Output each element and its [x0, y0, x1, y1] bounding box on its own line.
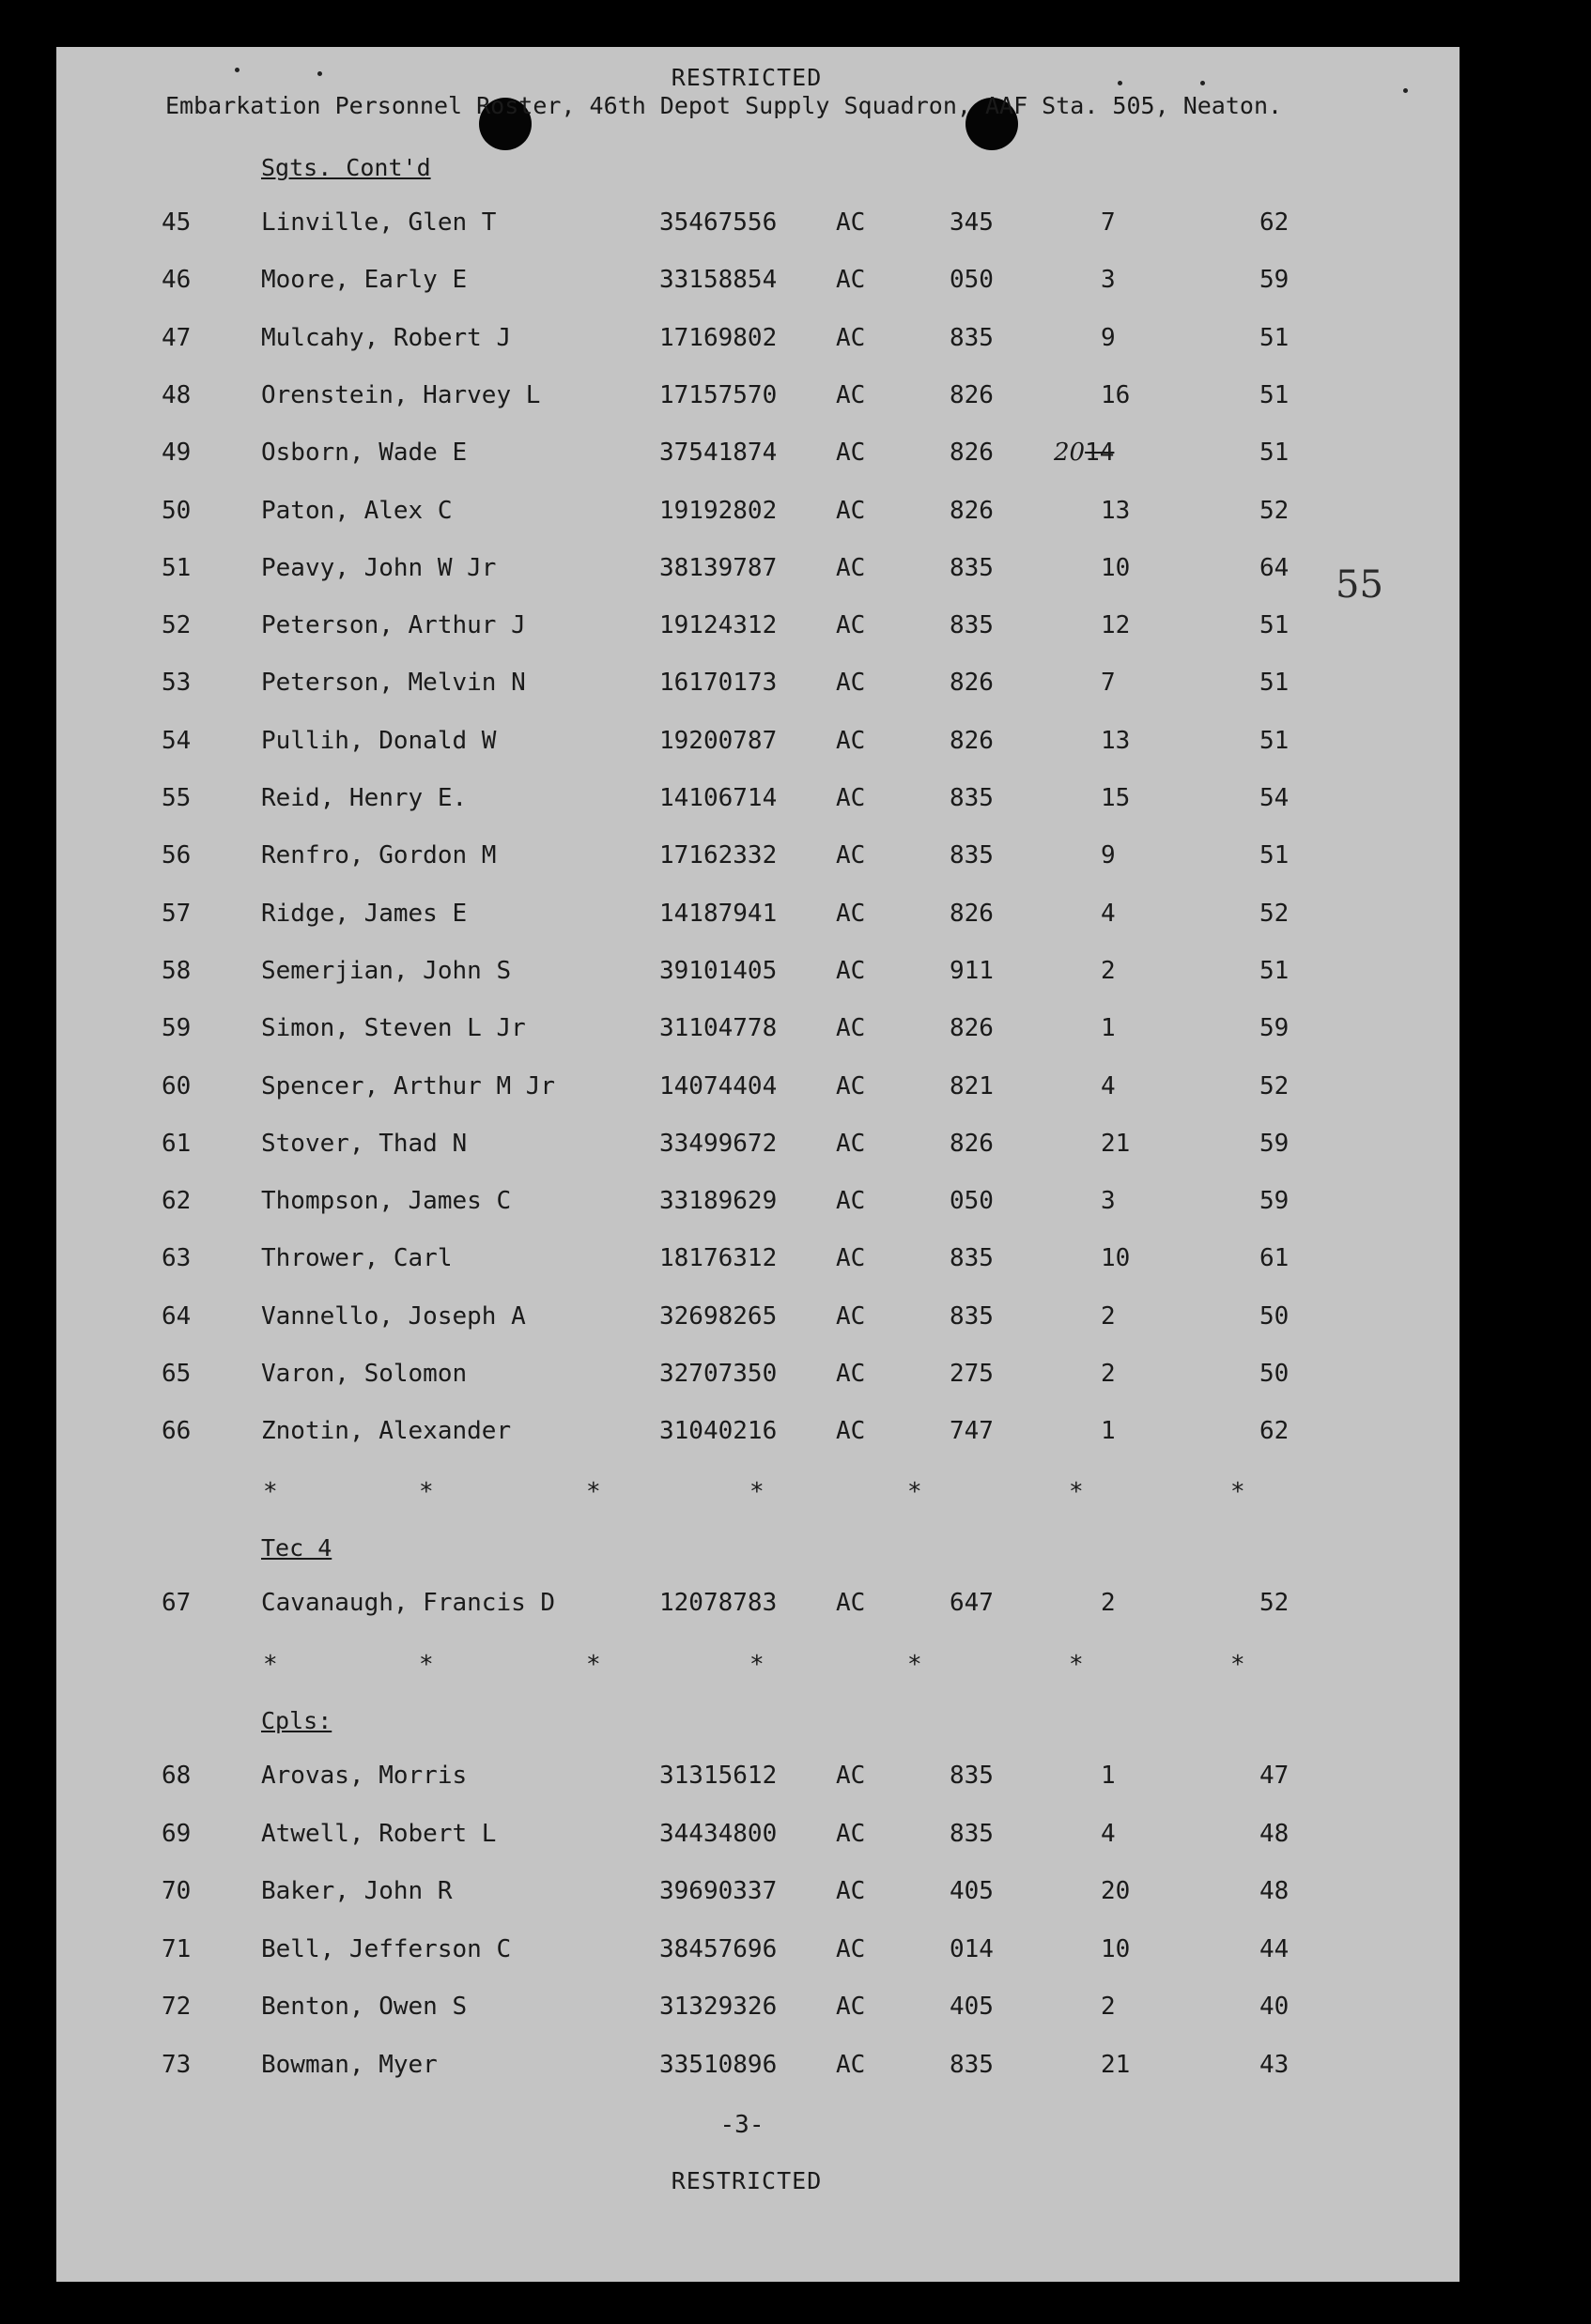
arm-of-service: AC [836, 208, 866, 237]
age-value: 62 [1259, 1417, 1290, 1446]
mos-code: 050 [950, 1187, 994, 1216]
mos-code: 835 [950, 1819, 994, 1848]
age-value: 59 [1259, 1129, 1290, 1158]
age-value: 51 [1259, 726, 1290, 755]
arm-of-service: AC [836, 1993, 866, 2021]
row-number: 62 [162, 1187, 192, 1216]
serial-number: 31040216 [659, 1417, 778, 1446]
table-row [0, 900, 1591, 937]
months-value: 1 [1101, 1417, 1116, 1446]
person-name: Orenstein, Harvey L [261, 380, 541, 409]
age-value: 64 [1259, 553, 1290, 582]
person-name: Cavanaugh, Francis D [261, 1589, 556, 1617]
person-name: Bell, Jefferson C [261, 1934, 512, 1963]
table-row [0, 266, 1591, 303]
serial-number: 19192802 [659, 496, 778, 525]
table-row [0, 841, 1591, 879]
months-value: 7 [1101, 669, 1116, 698]
person-name: Arovas, Morris [261, 1762, 468, 1790]
separator-asterisk: * [419, 1651, 434, 1679]
months-value: 1 [1101, 1762, 1116, 1790]
mos-code: 826 [950, 1129, 994, 1158]
age-value: 59 [1259, 266, 1290, 295]
arm-of-service: AC [836, 1129, 866, 1158]
person-name: Stover, Thad N [261, 1129, 468, 1158]
separator-asterisk: * [1069, 1478, 1084, 1506]
row-number: 69 [162, 1819, 192, 1848]
table-row [0, 439, 1591, 476]
document-title: Embarkation Personnel Roster, 46th Depot Supply Squadron, AAF Sta. 505, Neaton. [165, 92, 1283, 119]
months-value: 4 [1101, 899, 1116, 928]
table-row [0, 1130, 1591, 1167]
arm-of-service: AC [836, 1301, 866, 1331]
mos-code: 275 [950, 1360, 994, 1388]
age-value: 51 [1259, 439, 1290, 468]
serial-number: 33158854 [659, 266, 778, 295]
row-number: 65 [162, 1360, 192, 1388]
person-name: Moore, Early E [261, 266, 468, 295]
table-row [0, 957, 1591, 994]
person-name: Osborn, Wade E [261, 439, 468, 468]
age-value: 52 [1259, 899, 1290, 928]
arm-of-service: AC [836, 1417, 866, 1446]
serial-number: 39101405 [659, 956, 778, 985]
row-number: 45 [162, 208, 192, 237]
separator-line [0, 1651, 1591, 1685]
row-number: 46 [162, 266, 192, 295]
months-value: 10 [1101, 1244, 1131, 1273]
months-value: 13 [1101, 726, 1131, 755]
person-name: Bowman, Myer [261, 2050, 438, 2079]
age-value: 44 [1259, 1934, 1290, 1963]
age-value: 59 [1259, 1187, 1290, 1216]
serial-number: 18176312 [659, 1244, 778, 1273]
person-name: Peterson, Arthur J [261, 611, 526, 640]
mos-code: 911 [950, 956, 994, 985]
struck-value: 14 [1085, 439, 1115, 468]
months-value [1054, 439, 1114, 467]
mos-code: 826 [950, 1014, 994, 1043]
row-number: 49 [162, 439, 192, 468]
row-number: 68 [162, 1762, 192, 1790]
person-name: Pullih, Donald W [261, 726, 497, 755]
serial-number: 17157570 [659, 380, 778, 409]
arm-of-service: AC [836, 899, 866, 928]
row-number: 53 [162, 669, 192, 698]
arm-of-service: AC [836, 496, 866, 525]
mos-code: 835 [950, 1301, 994, 1331]
handwritten-correction: 20 [1054, 439, 1086, 468]
person-name: Znotin, Alexander [261, 1417, 512, 1446]
separator-asterisk: * [419, 1478, 434, 1506]
separator-asterisk: * [907, 1478, 922, 1506]
mos-code: 405 [950, 1993, 994, 2021]
age-value: 51 [1259, 323, 1290, 352]
person-name: Thrower, Carl [261, 1244, 453, 1273]
row-number: 52 [162, 611, 192, 640]
serial-number: 34434800 [659, 1819, 778, 1848]
serial-number: 33499672 [659, 1129, 778, 1158]
serial-number: 17169802 [659, 323, 778, 352]
age-value: 52 [1259, 1589, 1290, 1617]
months-value: 20 [1101, 1877, 1131, 1905]
row-number: 57 [162, 899, 192, 928]
serial-number: 16170173 [659, 669, 778, 698]
mos-code: 826 [950, 380, 994, 409]
age-value: 59 [1259, 1014, 1290, 1043]
person-name: Paton, Alex C [261, 496, 453, 525]
person-name: Peterson, Melvin N [261, 669, 526, 698]
arm-of-service: AC [836, 1762, 866, 1790]
mos-code: 835 [950, 2050, 994, 2079]
months-value: 2 [1101, 1993, 1116, 2021]
table-row [0, 784, 1591, 822]
row-number: 64 [162, 1301, 192, 1331]
mos-code: 835 [950, 784, 994, 812]
serial-number: 31315612 [659, 1762, 778, 1790]
mos-code: 826 [950, 669, 994, 698]
serial-number: 35467556 [659, 208, 778, 237]
separator-asterisk: * [263, 1651, 278, 1679]
age-value: 52 [1259, 496, 1290, 525]
arm-of-service: AC [836, 266, 866, 295]
separator-asterisk: * [749, 1478, 765, 1506]
separator-asterisk: * [1069, 1651, 1084, 1679]
table-row [0, 1993, 1591, 2030]
months-value: 12 [1101, 611, 1131, 640]
age-value: 51 [1259, 380, 1290, 409]
arm-of-service: AC [836, 841, 866, 870]
table-row [0, 381, 1591, 419]
months-value: 3 [1101, 1187, 1116, 1216]
section-tec4: Tec 4 [261, 1534, 332, 1562]
row-number: 66 [162, 1417, 192, 1446]
mos-code: 014 [950, 1934, 994, 1963]
serial-number: 32698265 [659, 1301, 778, 1331]
row-number: 56 [162, 841, 192, 870]
table-row [0, 1877, 1591, 1915]
arm-of-service: AC [836, 1187, 866, 1216]
table-row [0, 1589, 1591, 1626]
table-row [0, 1014, 1591, 1052]
months-value: 21 [1101, 2050, 1131, 2079]
separator-asterisk: * [1230, 1651, 1245, 1679]
person-name: Reid, Henry E. [261, 784, 468, 812]
separator-asterisk: * [586, 1651, 601, 1679]
age-value: 61 [1259, 1244, 1290, 1273]
age-value: 48 [1259, 1819, 1290, 1848]
age-value: 40 [1259, 1993, 1290, 2021]
age-value: 62 [1259, 208, 1290, 237]
mos-code: 821 [950, 1071, 994, 1100]
arm-of-service: AC [836, 380, 866, 409]
mos-code: 826 [950, 726, 994, 755]
serial-number: 12078783 [659, 1589, 778, 1617]
row-number: 73 [162, 2050, 192, 2079]
serial-number: 32707350 [659, 1360, 778, 1388]
age-value: 50 [1259, 1360, 1290, 1388]
arm-of-service: AC [836, 1360, 866, 1388]
person-name: Atwell, Robert L [261, 1819, 497, 1848]
row-number: 71 [162, 1934, 192, 1963]
arm-of-service: AC [836, 726, 866, 755]
serial-number: 37541874 [659, 439, 778, 468]
table-row [0, 324, 1591, 362]
arm-of-service: AC [836, 553, 866, 582]
table-row [0, 1244, 1591, 1282]
arm-of-service: AC [836, 669, 866, 698]
arm-of-service: AC [836, 1071, 866, 1100]
age-value: 54 [1259, 784, 1290, 812]
row-number: 54 [162, 726, 192, 755]
table-row [0, 1820, 1591, 1857]
months-value: 4 [1101, 1819, 1116, 1848]
months-value: 9 [1101, 841, 1116, 870]
table-row [0, 1762, 1591, 1799]
age-value: 50 [1259, 1301, 1290, 1331]
row-number: 50 [162, 496, 192, 525]
serial-number: 38139787 [659, 553, 778, 582]
mos-code: 405 [950, 1877, 994, 1905]
age-value: 43 [1259, 2050, 1290, 2079]
arm-of-service: AC [836, 1934, 866, 1963]
months-value: 2 [1101, 1589, 1116, 1617]
separator-line [0, 1478, 1591, 1512]
table-row [0, 208, 1591, 246]
serial-number: 14187941 [659, 899, 778, 928]
table-row [0, 2051, 1591, 2088]
serial-number: 31104778 [659, 1014, 778, 1043]
months-value: 2 [1101, 1360, 1116, 1388]
serial-number: 19200787 [659, 726, 778, 755]
separator-asterisk: * [1230, 1478, 1245, 1506]
person-name: Baker, John R [261, 1877, 453, 1905]
mos-code: 826 [950, 496, 994, 525]
person-name: Benton, Owen S [261, 1993, 468, 2021]
separator-asterisk: * [586, 1478, 601, 1506]
mos-code: 835 [950, 611, 994, 640]
person-name: Semerjian, John S [261, 956, 512, 985]
row-number: 51 [162, 553, 192, 582]
separator-asterisk: * [907, 1651, 922, 1679]
person-name: Thompson, James C [261, 1187, 512, 1216]
row-number: 59 [162, 1014, 192, 1043]
age-value: 51 [1259, 669, 1290, 698]
mos-code: 835 [950, 841, 994, 870]
table-row [0, 1360, 1591, 1397]
months-value: 9 [1101, 323, 1116, 352]
classification-header: RESTRICTED [671, 64, 823, 91]
arm-of-service: AC [836, 1014, 866, 1043]
table-row [0, 1302, 1591, 1340]
serial-number: 33189629 [659, 1187, 778, 1216]
table-row [0, 497, 1591, 534]
person-name: Spencer, Arthur M Jr [261, 1071, 556, 1100]
row-number: 60 [162, 1071, 192, 1100]
margin-note: 55 [1336, 563, 1383, 607]
mos-code: 747 [950, 1417, 994, 1446]
row-number: 70 [162, 1877, 192, 1905]
serial-number: 38457696 [659, 1934, 778, 1963]
table-row [0, 727, 1591, 764]
age-value: 52 [1259, 1071, 1290, 1100]
mos-code: 647 [950, 1589, 994, 1617]
months-value: 21 [1101, 1129, 1131, 1158]
mos-code: 835 [950, 323, 994, 352]
table-row [0, 1935, 1591, 1973]
mos-code: 835 [950, 553, 994, 582]
table-row [0, 669, 1591, 706]
serial-number: 39690337 [659, 1877, 778, 1905]
mos-code: 835 [950, 1244, 994, 1273]
arm-of-service: AC [836, 1877, 866, 1905]
serial-number: 19124312 [659, 611, 778, 640]
months-value: 10 [1101, 1934, 1131, 1963]
person-name: Linville, Glen T [261, 208, 497, 237]
months-value: 13 [1101, 496, 1131, 525]
serial-number: 17162332 [659, 841, 778, 870]
table-row [0, 1187, 1591, 1224]
section-cpls: Cpls: [261, 1707, 332, 1734]
page-number: -3- [719, 2111, 765, 2139]
table-row [0, 611, 1591, 649]
person-name: Simon, Steven L Jr [261, 1014, 526, 1043]
months-value: 4 [1101, 1071, 1116, 1100]
table-row [0, 1417, 1591, 1454]
months-value: 2 [1101, 1301, 1116, 1331]
classification-footer: RESTRICTED [671, 2167, 823, 2194]
row-number: 55 [162, 784, 192, 812]
section-sgts: Sgts. Cont'd [261, 154, 431, 181]
months-value: 15 [1101, 784, 1131, 812]
serial-number: 14074404 [659, 1071, 778, 1100]
row-number: 63 [162, 1244, 192, 1273]
arm-of-service: AC [836, 323, 866, 352]
person-name: Vannello, Joseph A [261, 1301, 526, 1331]
age-value: 51 [1259, 841, 1290, 870]
row-number: 58 [162, 956, 192, 985]
mos-code: 835 [950, 1762, 994, 1790]
arm-of-service: AC [836, 1589, 866, 1617]
arm-of-service: AC [836, 611, 866, 640]
age-value: 51 [1259, 611, 1290, 640]
separator-asterisk: * [263, 1478, 278, 1506]
months-value: 7 [1101, 208, 1116, 237]
row-number: 48 [162, 380, 192, 409]
row-number: 61 [162, 1129, 192, 1158]
months-value: 16 [1101, 380, 1131, 409]
serial-number: 31329326 [659, 1993, 778, 2021]
table-row [0, 1072, 1591, 1110]
arm-of-service: AC [836, 2050, 866, 2079]
person-name: Varon, Solomon [261, 1360, 468, 1388]
row-number: 67 [162, 1589, 192, 1617]
person-name: Mulcahy, Robert J [261, 323, 512, 352]
arm-of-service: AC [836, 1819, 866, 1848]
person-name: Ridge, James E [261, 899, 468, 928]
mos-code: 826 [950, 439, 994, 468]
serial-number: 33510896 [659, 2050, 778, 2079]
mos-code: 050 [950, 266, 994, 295]
serial-number: 14106714 [659, 784, 778, 812]
arm-of-service: AC [836, 956, 866, 985]
row-number: 47 [162, 323, 192, 352]
months-value: 10 [1101, 553, 1131, 582]
mos-code: 826 [950, 899, 994, 928]
arm-of-service: AC [836, 1244, 866, 1273]
age-value: 47 [1259, 1762, 1290, 1790]
arm-of-service: AC [836, 439, 866, 468]
age-value: 51 [1259, 956, 1290, 985]
age-value: 48 [1259, 1877, 1290, 1905]
months-value: 2 [1101, 956, 1116, 985]
arm-of-service: AC [836, 784, 866, 812]
person-name: Peavy, John W Jr [261, 553, 497, 582]
person-name: Renfro, Gordon M [261, 841, 497, 870]
mos-code: 345 [950, 208, 994, 237]
months-value: 3 [1101, 266, 1116, 295]
row-number: 72 [162, 1993, 192, 2021]
months-value: 1 [1101, 1014, 1116, 1043]
separator-asterisk: * [749, 1651, 765, 1679]
